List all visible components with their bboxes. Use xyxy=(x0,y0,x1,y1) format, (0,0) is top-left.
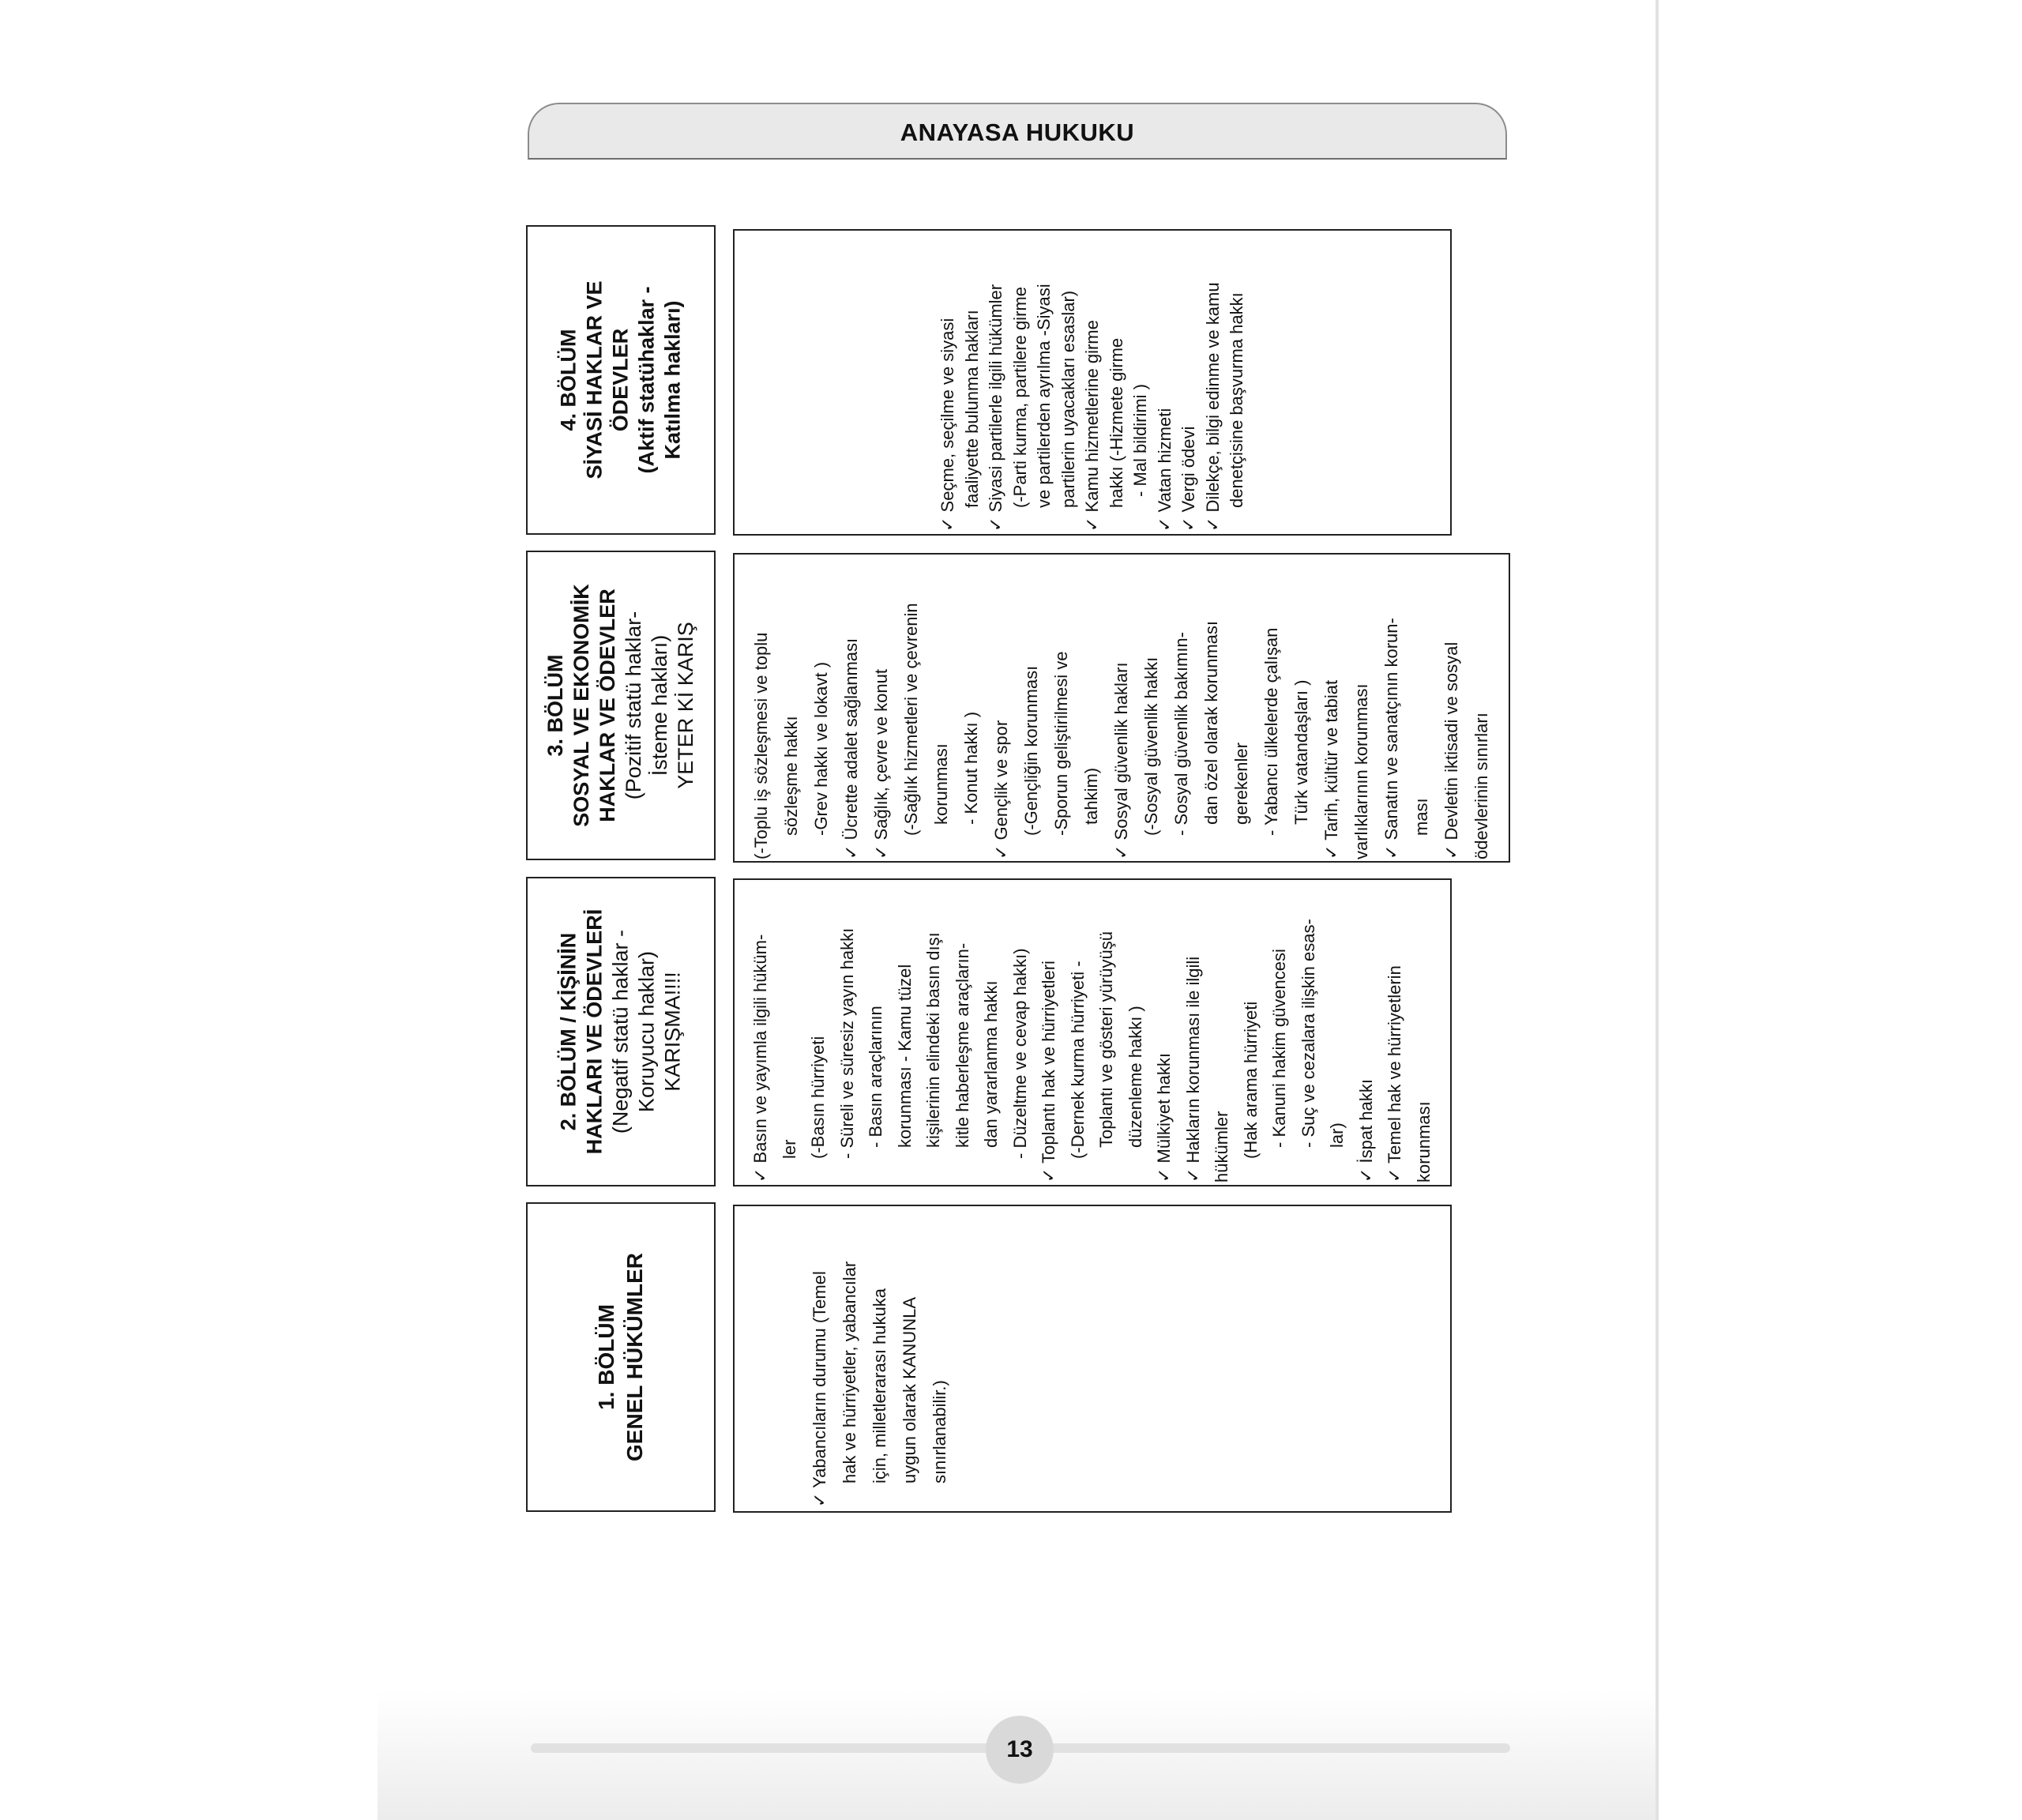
title-line: 2. BÖLÜM / KİŞİNİN xyxy=(556,932,581,1131)
content-line: sözleşme hakkı xyxy=(781,716,801,836)
section-3-content xyxy=(746,556,1497,859)
content-line: lar) xyxy=(1327,1122,1347,1148)
content-line: ve partilerden ayrılma -Siyasi xyxy=(1033,284,1054,508)
viewer-right-margin xyxy=(1659,0,2022,1820)
section-4-title-box xyxy=(526,225,716,535)
content-line: ✓ Mülkiyet hakkı xyxy=(1154,1053,1174,1183)
content-line: -Sporun geliştirilmesi ve xyxy=(1051,651,1071,836)
content-line: korunması xyxy=(931,743,951,825)
content-line: ler xyxy=(779,1139,799,1159)
content-line: ✓ Basın ve yayımla ilgili hüküm- xyxy=(750,934,770,1183)
content-line: Türk vatandaşları ) xyxy=(1291,679,1311,825)
content-line: uygun olarak KANUNLA xyxy=(900,1296,919,1483)
content-line: tahkim) xyxy=(1081,767,1101,825)
content-line: dan yararlanma hakkı xyxy=(981,980,1001,1148)
section-2-content-box xyxy=(733,878,1452,1186)
title-line: HAKLARI VE ÖDEVLERİ xyxy=(582,908,607,1155)
title-line: 4. BÖLÜM xyxy=(556,329,581,431)
content-line: ✓ Devletin iktisadi ve sosyal xyxy=(1441,641,1461,859)
content-line: ✓ Toplantı hak ve hürriyetleri xyxy=(1039,961,1058,1183)
section-1-content-box xyxy=(733,1205,1452,1513)
title-line: 1. BÖLÜM xyxy=(594,1304,618,1410)
title-line: 3. BÖLÜM xyxy=(543,654,567,757)
content-line: (-Sosyal güvenlik hakkı xyxy=(1141,656,1161,836)
content-line: ✓ Sağlık, çevre ve konut xyxy=(871,669,891,859)
content-line: faaliyette bulunma hakları xyxy=(961,310,982,508)
section-1-title-box xyxy=(526,1202,716,1512)
section-4-title xyxy=(556,230,686,530)
content-line: varlıklarının korunması xyxy=(1351,683,1371,859)
content-line: hükümler xyxy=(1212,1111,1231,1183)
title-line: SİYASİ HAKLAR VE xyxy=(582,280,607,479)
title-line: (Negatif statü haklar - xyxy=(608,929,633,1134)
content-line: - Yabancı ülkelerde çalışan xyxy=(1261,627,1281,836)
content-line: ✓ Hakların korunması ile ilgili xyxy=(1182,956,1203,1183)
content-line: hak ve hürriyetler, yabancılar xyxy=(840,1261,859,1483)
title-line: KARIŞMA!!!! xyxy=(660,972,685,1092)
section-1-content xyxy=(805,1210,955,1507)
content-line: - Basın araçlarının xyxy=(866,1006,885,1148)
title-line: (Aktif statühaklar - xyxy=(634,286,659,474)
content-line: ✓ Vatan hizmeti xyxy=(1154,408,1174,532)
title-line: YETER Kİ KARIŞ xyxy=(674,622,697,789)
title-line: GENEL HÜKÜMLER xyxy=(622,1253,647,1461)
content-line: kişilerinin elindeki basın dışı xyxy=(923,932,943,1148)
content-line: ✓ İspat hakkı xyxy=(1355,1079,1376,1183)
title-line: Koruyucu haklar) xyxy=(634,950,659,1113)
section-3-title xyxy=(543,555,699,855)
content-line: sınırlanabilir.) xyxy=(930,1380,949,1483)
content-line: ması xyxy=(1411,798,1431,836)
content-line: ✓ Sanatın ve sanatçının korun- xyxy=(1381,618,1401,859)
title-line: (Pozitif statü haklar- xyxy=(622,611,645,800)
content-line: korunması - Kamu tüzel xyxy=(894,964,915,1148)
section-1-title xyxy=(592,1207,649,1507)
content-line: - Konut hakkı ) xyxy=(961,711,981,825)
content-line: (-Toplu iş sözleşmesi ve toplu xyxy=(751,632,771,859)
title-line: Katılma hakları) xyxy=(660,300,685,460)
section-2-title-box xyxy=(526,877,716,1186)
section-4-content xyxy=(936,233,1250,532)
content-line: ✓ Seçme, seçilme ve siyasi xyxy=(937,318,957,532)
title-line: ÖDEVLER xyxy=(608,328,633,432)
content-line: ✓ Ücrette adalet sağlanması xyxy=(841,637,861,859)
content-line: Toplantı ve gösteri yürüyüşü xyxy=(1096,931,1116,1148)
section-2-content xyxy=(746,882,1438,1183)
content-line: hakkı (-Hizmete girme xyxy=(1106,337,1126,508)
content-line: ✓ Yabancıların durumu (Temel xyxy=(810,1271,829,1507)
viewer-left-margin xyxy=(0,0,378,1820)
content-line: - Sosyal güvenlik bakımın- xyxy=(1171,632,1191,836)
content-line: ✓ Tarih, kültür ve tabiat xyxy=(1321,679,1341,859)
title-line: İsteme hakları) xyxy=(648,634,671,777)
content-line: dan özel olarak korunması xyxy=(1201,620,1221,825)
content-line: - Suç ve cezalara ilişkin esas- xyxy=(1298,919,1318,1148)
page-number: 13 xyxy=(1006,1736,1033,1762)
content-line: ödevlerinin sınırları xyxy=(1471,713,1491,859)
page-title: ANAYASA HUKUKU xyxy=(900,118,1135,146)
content-line: - Mal bildirimi ) xyxy=(1129,384,1150,497)
content-line: (-Dernek kurma hürriyeti - xyxy=(1067,961,1088,1159)
content-line: - Süreli ve süresiz yayın hakkı xyxy=(836,927,857,1159)
section-2-title xyxy=(556,882,686,1182)
content-line: ✓ Temel hak ve hürriyetlerin xyxy=(1385,965,1404,1183)
content-line: (-Parti kurma, partilere girme xyxy=(1009,287,1030,508)
content-line: ✓ Sosyal güvenlik hakları xyxy=(1111,662,1131,859)
content-line: (Hak arama hürriyeti xyxy=(1240,1001,1261,1159)
content-line: düzenleme hakkı ) xyxy=(1125,1006,1145,1148)
page-number-badge xyxy=(986,1716,1054,1784)
page-header xyxy=(528,103,1507,160)
section-3-content-box xyxy=(733,553,1510,863)
content-line: -Grev hakkı ve lokavt ) xyxy=(811,661,831,836)
content-line: - Kanuni hakim güvencesi xyxy=(1269,949,1289,1148)
content-line: (-Basın hürriyeti xyxy=(808,1036,828,1159)
content-line: için, milletlerarası hukuka xyxy=(870,1288,889,1483)
content-line: ✓ Gençlik ve spor xyxy=(991,720,1011,859)
content-line: denetçisine başvurma hakkı xyxy=(1226,292,1246,508)
title-line: SOSYAL VE EKONOMİK xyxy=(569,584,593,827)
content-line: ✓ Siyasi partilerle ilgili hükümler xyxy=(985,284,1005,532)
content-line: partilerin uyacakları esaslar) xyxy=(1058,290,1078,508)
title-line: HAKLAR VE ÖDEVLER xyxy=(596,588,619,822)
content-line: ✓ Dilekçe, bilgi edinme ve kamu xyxy=(1202,282,1223,532)
content-line: - Düzeltme ve cevap hakkı) xyxy=(1009,948,1030,1159)
content-line: kitle haberleşme araçların- xyxy=(952,942,972,1148)
section-3-title-box xyxy=(526,551,716,860)
content-line: (-Gençliğin korunması xyxy=(1021,665,1041,836)
content-line: (-Sağlık hizmetleri ve çevrenin xyxy=(901,603,921,836)
content-line: ✓ Vergi ödevi xyxy=(1178,426,1198,532)
content-line: gerekenler xyxy=(1231,743,1251,825)
section-4-content-box xyxy=(733,229,1452,536)
content-line: korunması xyxy=(1413,1101,1434,1183)
content-line: ✓ Kamu hizmetlerine girme xyxy=(1081,320,1102,532)
